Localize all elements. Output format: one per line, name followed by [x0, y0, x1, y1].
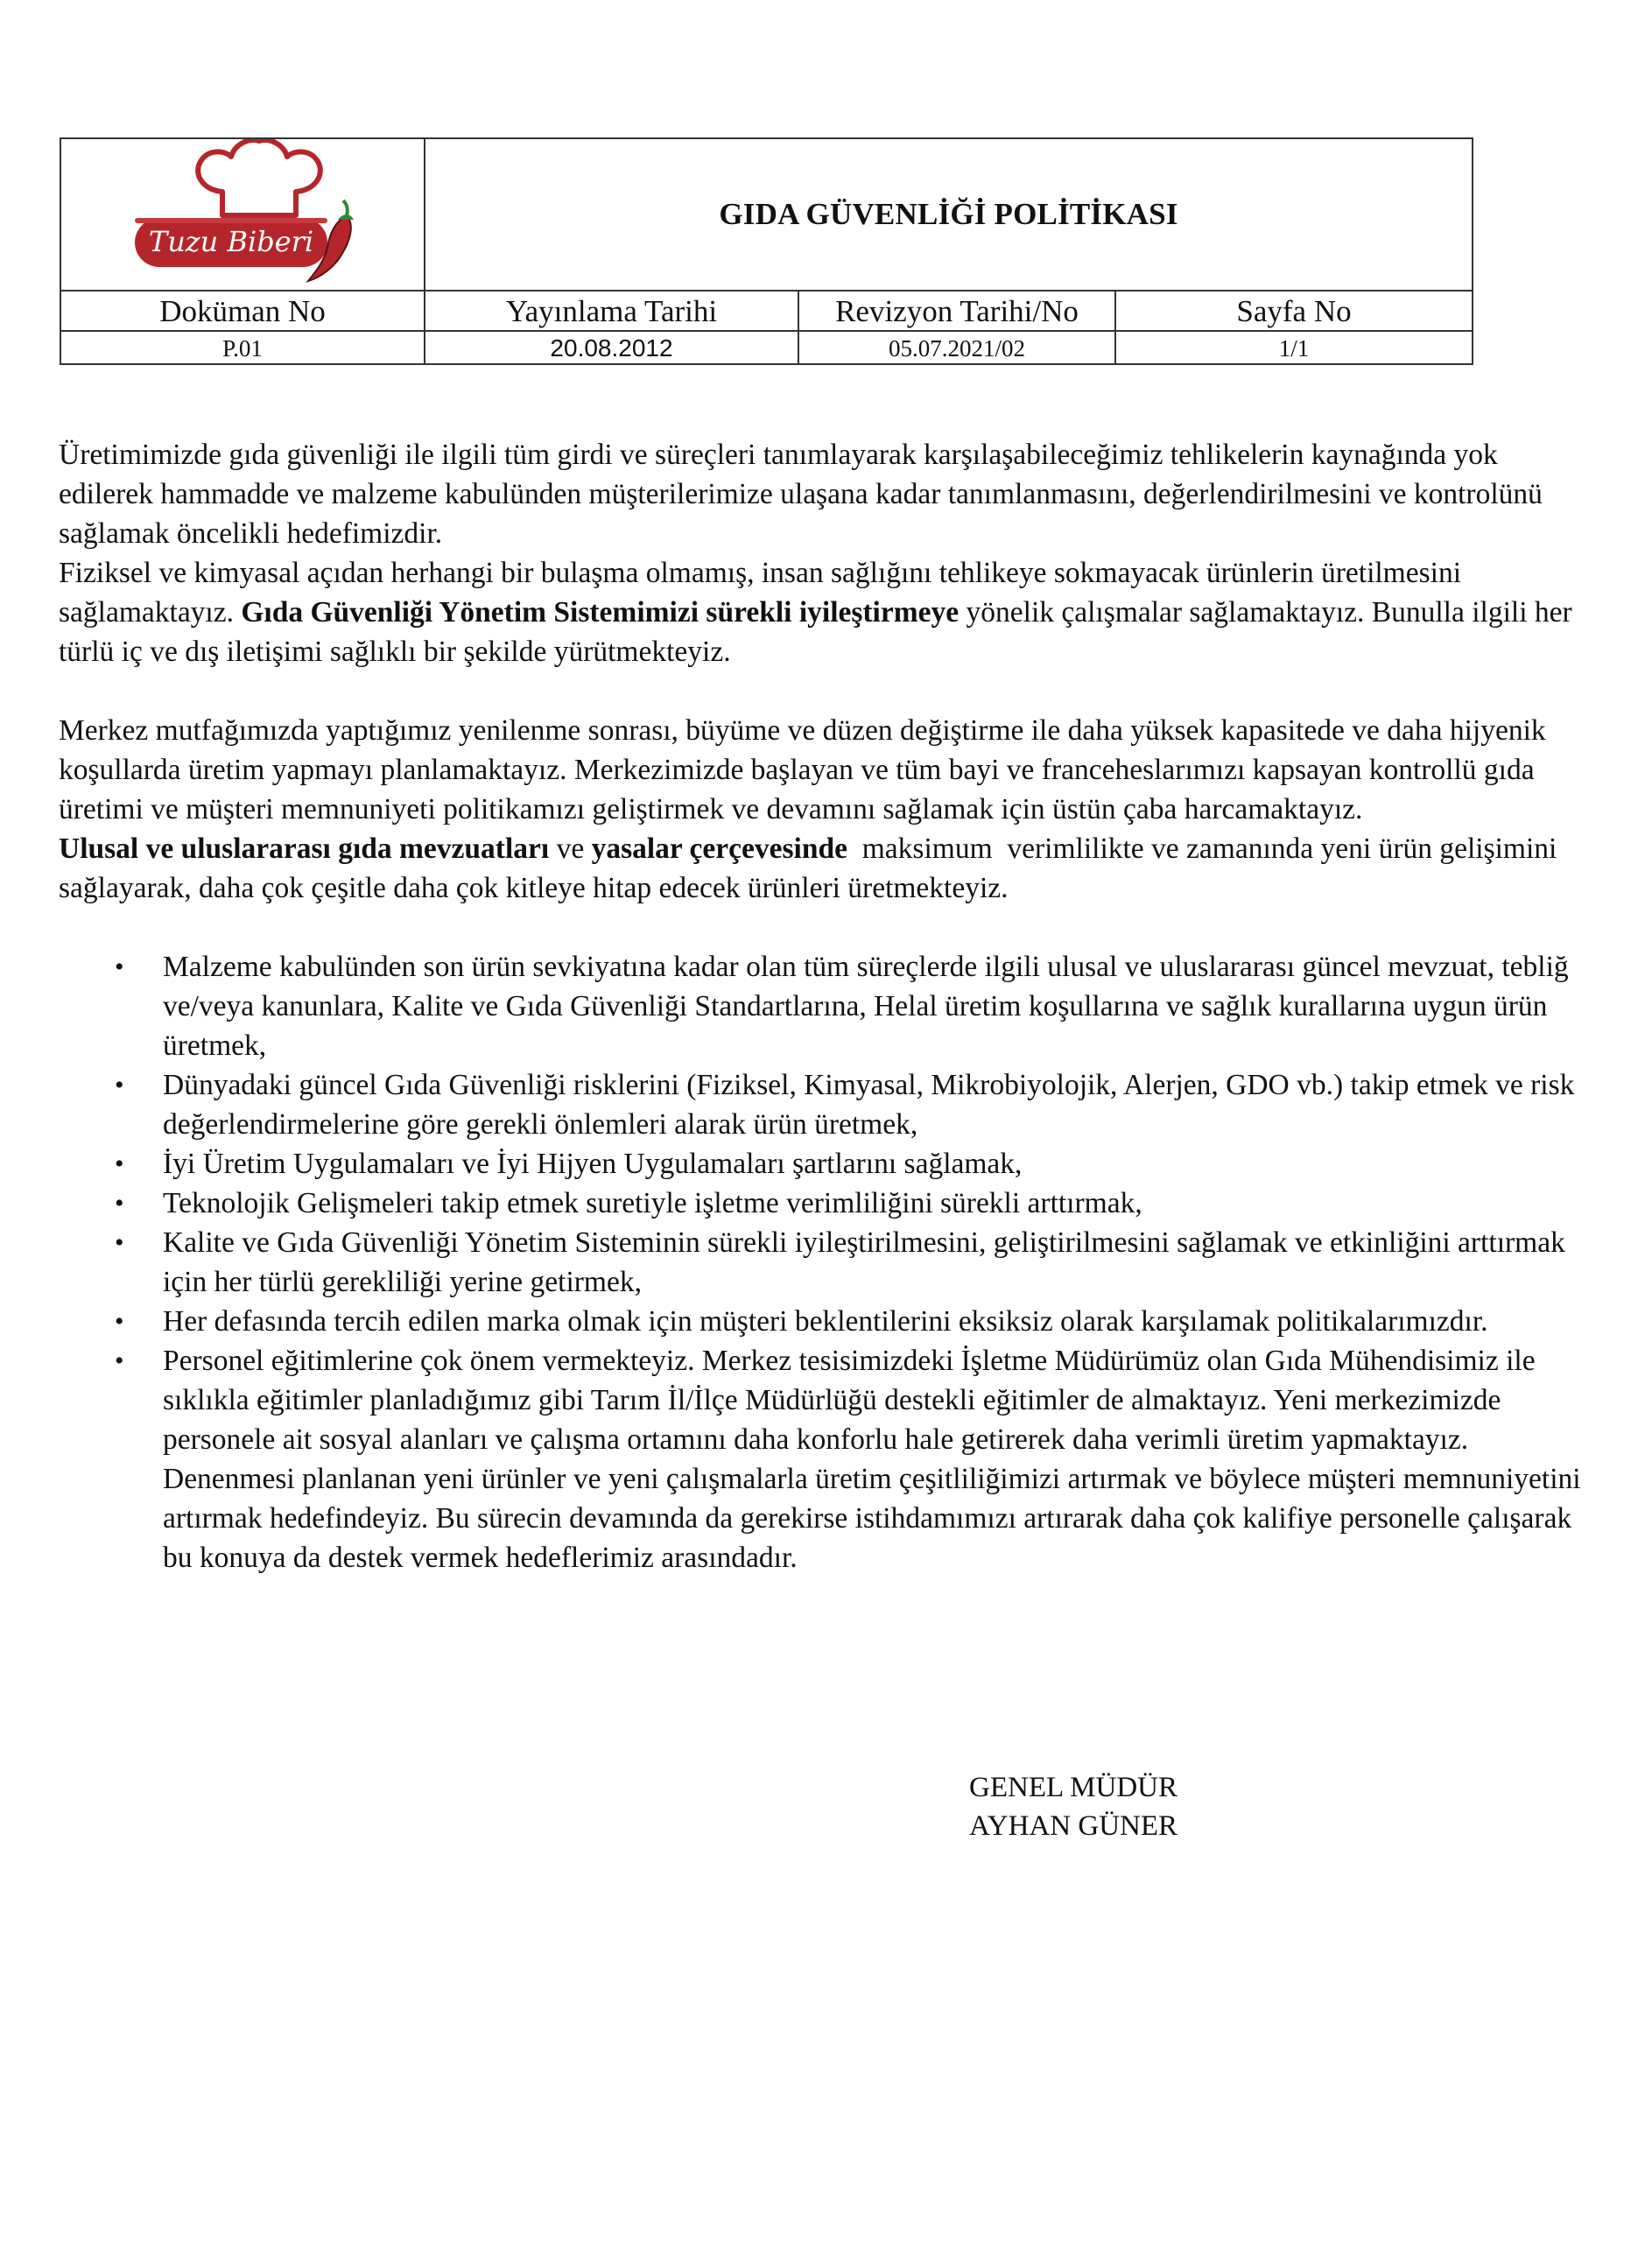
list-item-text: Kalite ve Gıda Güvenliği Yönetim Sisteminin sürekli iyileştirilmesini, geliştirilmesini sağlamak ve etkinliğini arttırmak için her türlü gerekliliği yerine getirmek,: [163, 1226, 1565, 1298]
list-item: [59, 1065, 1599, 1144]
paragraph-2: [59, 553, 1599, 671]
policy-body: [59, 435, 1599, 1577]
list-item: [59, 1302, 1599, 1341]
list-item: [59, 1144, 1599, 1184]
value-doc-no: P.01: [222, 334, 263, 362]
signature-name: AYHAN GÜNER: [969, 1810, 1178, 1842]
signature-title: GENEL MÜDÜR: [969, 1772, 1178, 1803]
bullet-icon: •: [115, 952, 124, 981]
chef-hat-icon: [198, 140, 320, 215]
value-publish-date: 20.08.2012: [550, 334, 673, 362]
paragraph-2-bold: Gıda Güvenliği Yönetim Sistemimizi sürekli iyileştirmeye: [241, 596, 960, 629]
list-item-text: Personel eğitimlerine çok önem vermekteyiz. Merkez tesisimizdeki İşletme Müdürümüz olan Gıda Mühendisimiz ile sıklıkla eğitimler planladığımız gibi Tarım İl/İlçe Müdürlüğü destekli eğitimler de almaktayız. Yeni merkezimizde personele ait sosyal alanları ve çalışma ortamını daha konforlu hale getirerek daha verimli üretim yapmaktayız. Denenmesi planlanan yeni ürünler ve yeni çalışmalarla üretim çeşitliliğimizi artırmak ve böylece müşteri memnuniyetini artırmak hedefindeyiz. Bu sürecin devamında da gerekirse istihdamımızı artırarak daha çok kalifiye personelle çalışarak bu konuya da destek vermek hedeflerimiz arasındadır.: [163, 1345, 1581, 1574]
paragraph-4: [59, 829, 1599, 908]
bullet-icon: •: [115, 1189, 124, 1218]
bullet-icon: •: [115, 1307, 124, 1336]
paragraph-2-text-a: Fiziksel ve kimyasal açıdan herhangi bir bulaşma olmamış, insan sağlığını tehlikeye sokmayacak ürünlerin üretilmesini sağlamaktayız.: [59, 557, 1462, 629]
bullet-icon: •: [115, 1346, 124, 1375]
policy-list: [59, 947, 1599, 1577]
list-item-text: Dünyadaki güncel Gıda Güvenliği risklerini (Fiziksel, Kimyasal, Mikrobiyolojik, Alerjen, GDO vb.) takip etmek ve risk değerlendirmelerine göre gerekli önlemleri alarak ürün üretmek,: [163, 1069, 1575, 1141]
header-revision: Revizyon Tarihi/No: [835, 293, 1079, 328]
header-doc-no: Doküman No: [159, 293, 326, 328]
list-item-text: İyi Üretim Uygulamaları ve İyi Hijyen Uygulamaları şartlarını sağlamak,: [163, 1148, 1023, 1180]
paragraph-1: Üretimimizde gıda güvenliği ile ilgili tüm girdi ve süreçleri tanımlayarak karşılaşabileceğimiz tehlikelerin kaynağında yok edilerek hammadde ve malzeme kabulünden müşterilerimize ulaşana kadar tanımlanmasını, değerlendirilmesini ve kontrolünü sağlamak öncelikli hedefimizdir.: [59, 439, 1543, 550]
list-item: [59, 1184, 1599, 1223]
paragraph-4-bold-1: Ulusal ve uluslararası gıda mevzuatları: [59, 832, 550, 865]
list-item: [59, 1223, 1599, 1302]
list-item: [59, 1341, 1599, 1577]
list-item: [59, 947, 1599, 1065]
value-revision: 05.07.2021/02: [888, 334, 1025, 362]
paragraph-4-rest: maksimum verimlilikte ve zamanında yeni ürün gelişimini sağlayarak, daha çok çeşitle daha çok kitleye hitap edecek ürünleri üretmekteyiz.: [59, 832, 1564, 904]
paragraph-2-text-b: yönelik çalışmalar sağlamaktayız. Bunulla ilgili her türlü iç ve dış iletişimi sağlıklı bir şekilde yürütmekteyiz.: [59, 596, 1572, 668]
paragraph-4-mid: ve: [549, 832, 592, 865]
document-title: GIDA GÜVENLİĞİ POLİTİKASI: [719, 197, 1178, 231]
paragraph-4-bold-2: yasalar çerçevesinde: [591, 832, 847, 865]
bullet-icon: •: [115, 1071, 124, 1099]
document-header-table: [60, 137, 1473, 365]
list-item-text: Her defasında tercih edilen marka olmak için müşteri beklentilerini eksiksiz olarak karşılamak politikalarımızdır.: [163, 1305, 1488, 1338]
list-item-text: Malzeme kabulünden son ürün sevkiyatına kadar olan tüm süreçlerde ilgili ulusal ve uluslararası güncel mevzuat, tebliğ ve/veya kanunlara, Kalite ve Gıda Güvenliği Standartlarına, Helal üretim koşullarına ve sağlık kurallarına uygun ürün üretmek,: [163, 951, 1569, 1062]
logo-text: Tuzu Biberi: [148, 225, 314, 258]
bullet-icon: •: [115, 1228, 124, 1257]
value-page-no: 1/1: [1278, 334, 1310, 362]
header-publish-date: Yayınlama Tarihi: [505, 293, 718, 328]
bullet-icon: •: [115, 1149, 124, 1178]
tuzu-biberi-logo: [61, 139, 422, 286]
logo-cell: [61, 139, 425, 290]
list-item-text: Teknolojik Gelişmeleri takip etmek suretiyle işletme verimliliğini sürekli arttırmak,: [163, 1187, 1142, 1219]
paragraph-3: Merkez mutfağımızda yaptığımız yenilenme sonrası, büyüme ve düzen değiştirme ile daha yüksek kapasitede ve daha hijyenik koşullarda üretim yapmayı planlamaktayız. Merkezimizde başlayan ve tüm bayi ve franceheslarımızı kapsayan kontrollü gıda üretimi ve müşteri memnuniyeti politikamızı geliştirmek ve devamını sağlamak için üstün çaba harcamaktayız.: [59, 714, 1546, 825]
header-page-no: Sayfa No: [1236, 293, 1352, 328]
signature-block: [969, 1768, 1177, 1845]
